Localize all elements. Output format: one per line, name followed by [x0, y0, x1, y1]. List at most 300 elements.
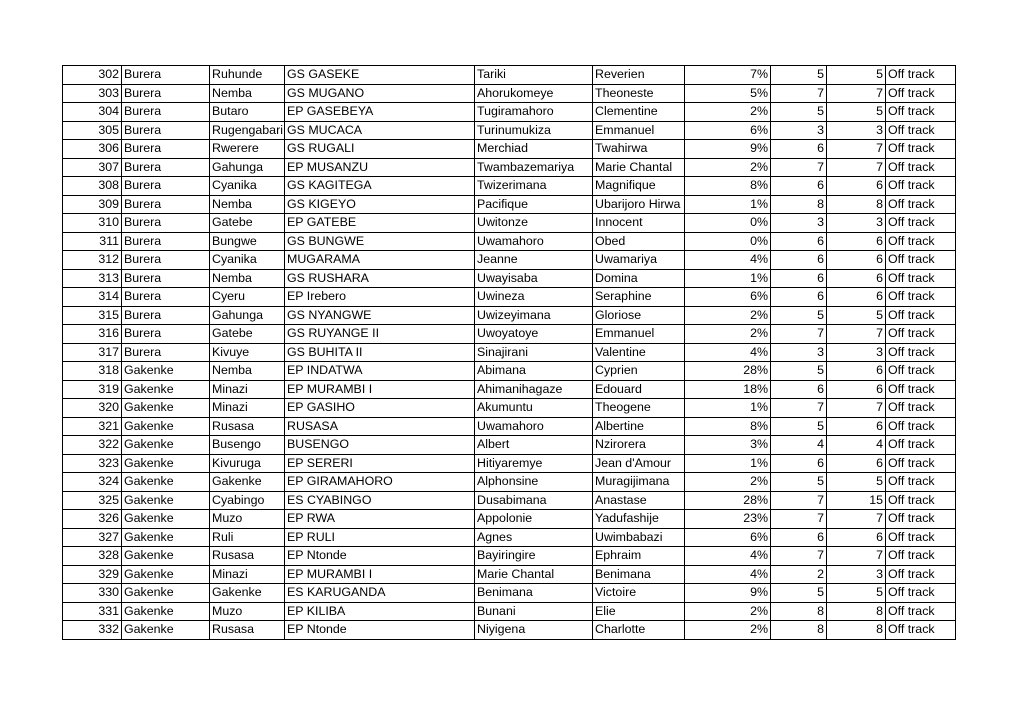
cell-sector: Cyabingo — [210, 491, 285, 510]
cell-school: EP MURAMBI I — [285, 380, 475, 399]
cell-sector: Gakenke — [210, 473, 285, 492]
cell-school: ES KARUGANDA — [285, 584, 475, 603]
cell-district: Burera — [122, 177, 210, 196]
table-row — [63, 473, 956, 492]
cell-sector: Muzo — [210, 510, 285, 529]
cell-school: EP MURAMBI I — [285, 565, 475, 584]
cell-score-b: 7 — [827, 547, 886, 566]
cell-score-b: 5 — [827, 473, 886, 492]
cell-score-a: 5 — [771, 103, 827, 122]
cell-first-name: Emmanuel — [593, 325, 685, 344]
cell-sector: Nemba — [210, 362, 285, 381]
cell-status: Off track — [886, 621, 956, 640]
cell-sector: Gahunga — [210, 158, 285, 177]
cell-first-name: Ubarijoro Hirwa — [593, 195, 685, 214]
cell-score-a: 7 — [771, 510, 827, 529]
cell-district: Gakenke — [122, 380, 210, 399]
cell-row-number: 303 — [63, 84, 122, 103]
table-row — [63, 251, 956, 270]
cell-score-a: 6 — [771, 232, 827, 251]
cell-school: GS KAGITEGA — [285, 177, 475, 196]
table-row — [63, 288, 956, 307]
cell-school: EP GASIHO — [285, 399, 475, 418]
cell-percentage: 4% — [685, 343, 771, 362]
cell-district: Gakenke — [122, 473, 210, 492]
cell-status: Off track — [886, 510, 956, 529]
cell-sector: Gatebe — [210, 214, 285, 233]
cell-last-name: Dusabimana — [475, 491, 593, 510]
cell-last-name: Uwamahoro — [475, 417, 593, 436]
cell-first-name: Albertine — [593, 417, 685, 436]
cell-last-name: Bunani — [475, 602, 593, 621]
table-row — [63, 84, 956, 103]
cell-last-name: Ahorukomeye — [475, 84, 593, 103]
cell-score-b: 8 — [827, 195, 886, 214]
cell-row-number: 325 — [63, 491, 122, 510]
cell-district: Burera — [122, 140, 210, 159]
cell-last-name: Benimana — [475, 584, 593, 603]
cell-row-number: 327 — [63, 528, 122, 547]
cell-last-name: Albert — [475, 436, 593, 455]
cell-status: Off track — [886, 547, 956, 566]
cell-last-name: Pacifique — [475, 195, 593, 214]
cell-score-b: 5 — [827, 584, 886, 603]
cell-row-number: 310 — [63, 214, 122, 233]
cell-district: Gakenke — [122, 454, 210, 473]
cell-first-name: Clementine — [593, 103, 685, 122]
cell-score-b: 6 — [827, 232, 886, 251]
cell-score-b: 7 — [827, 399, 886, 418]
cell-row-number: 326 — [63, 510, 122, 529]
cell-district: Gakenke — [122, 602, 210, 621]
cell-percentage: 0% — [685, 214, 771, 233]
cell-last-name: Hitiyaremye — [475, 454, 593, 473]
table-row — [63, 621, 956, 640]
cell-district: Gakenke — [122, 436, 210, 455]
cell-score-a: 8 — [771, 195, 827, 214]
table-row — [63, 565, 956, 584]
table-row — [63, 491, 956, 510]
cell-sector: Cyanika — [210, 177, 285, 196]
cell-percentage: 4% — [685, 565, 771, 584]
cell-school: EP INDATWA — [285, 362, 475, 381]
cell-row-number: 321 — [63, 417, 122, 436]
cell-first-name: Yadufashije — [593, 510, 685, 529]
cell-district: Gakenke — [122, 491, 210, 510]
cell-last-name: Abimana — [475, 362, 593, 381]
cell-status: Off track — [886, 177, 956, 196]
cell-last-name: Agnes — [475, 528, 593, 547]
table-row — [63, 269, 956, 288]
cell-first-name: Domina — [593, 269, 685, 288]
cell-school: GS KIGEYO — [285, 195, 475, 214]
cell-first-name: Cyprien — [593, 362, 685, 381]
cell-percentage: 8% — [685, 177, 771, 196]
cell-percentage: 6% — [685, 528, 771, 547]
cell-sector: Bungwe — [210, 232, 285, 251]
cell-score-a: 6 — [771, 380, 827, 399]
cell-percentage: 28% — [685, 362, 771, 381]
cell-sector: Kivuruga — [210, 454, 285, 473]
table-row — [63, 343, 956, 362]
cell-percentage: 7% — [685, 66, 771, 85]
table-row — [63, 232, 956, 251]
cell-school: GS GASEKE — [285, 66, 475, 85]
cell-school: BUSENGO — [285, 436, 475, 455]
cell-row-number: 306 — [63, 140, 122, 159]
cell-row-number: 313 — [63, 269, 122, 288]
cell-last-name: Merchiad — [475, 140, 593, 159]
cell-sector: Rusasa — [210, 547, 285, 566]
table-row — [63, 399, 956, 418]
cell-score-b: 6 — [827, 251, 886, 270]
cell-score-b: 3 — [827, 343, 886, 362]
cell-last-name: Uwamahoro — [475, 232, 593, 251]
cell-status: Off track — [886, 214, 956, 233]
table-row — [63, 103, 956, 122]
table-row — [63, 121, 956, 140]
cell-first-name: Marie Chantal — [593, 158, 685, 177]
cell-sector: Gakenke — [210, 584, 285, 603]
cell-score-a: 4 — [771, 436, 827, 455]
cell-score-b: 6 — [827, 454, 886, 473]
table-row — [63, 602, 956, 621]
table-row — [63, 66, 956, 85]
cell-sector: Muzo — [210, 602, 285, 621]
cell-first-name: Theoneste — [593, 84, 685, 103]
cell-row-number: 315 — [63, 306, 122, 325]
table-row — [63, 584, 956, 603]
cell-first-name: Gloriose — [593, 306, 685, 325]
cell-school: GS NYANGWE — [285, 306, 475, 325]
cell-last-name: Uwitonze — [475, 214, 593, 233]
cell-last-name: Alphonsine — [475, 473, 593, 492]
cell-first-name: Elie — [593, 602, 685, 621]
cell-first-name: Reverien — [593, 66, 685, 85]
cell-first-name: Obed — [593, 232, 685, 251]
cell-first-name: Seraphine — [593, 288, 685, 307]
cell-last-name: Turinumukiza — [475, 121, 593, 140]
cell-percentage: 6% — [685, 121, 771, 140]
cell-score-a: 6 — [771, 528, 827, 547]
table-row — [63, 417, 956, 436]
cell-sector: Ruli — [210, 528, 285, 547]
cell-sector: Minazi — [210, 380, 285, 399]
table-row — [63, 158, 956, 177]
cell-status: Off track — [886, 399, 956, 418]
cell-district: Burera — [122, 214, 210, 233]
cell-school: GS BUNGWE — [285, 232, 475, 251]
cell-sector: Nemba — [210, 84, 285, 103]
cell-last-name: Uwoyatoye — [475, 325, 593, 344]
cell-school: EP SERERI — [285, 454, 475, 473]
cell-status: Off track — [886, 362, 956, 381]
table-row — [63, 195, 956, 214]
cell-last-name: Tugiramahoro — [475, 103, 593, 122]
cell-percentage: 18% — [685, 380, 771, 399]
cell-score-b: 6 — [827, 528, 886, 547]
cell-status: Off track — [886, 269, 956, 288]
cell-row-number: 312 — [63, 251, 122, 270]
cell-sector: Rugengabari — [210, 121, 285, 140]
cell-score-a: 7 — [771, 158, 827, 177]
cell-percentage: 2% — [685, 473, 771, 492]
cell-score-b: 6 — [827, 177, 886, 196]
cell-district: Gakenke — [122, 584, 210, 603]
cell-first-name: Twahirwa — [593, 140, 685, 159]
cell-percentage: 28% — [685, 491, 771, 510]
cell-score-b: 7 — [827, 325, 886, 344]
cell-status: Off track — [886, 343, 956, 362]
cell-status: Off track — [886, 436, 956, 455]
cell-score-b: 8 — [827, 621, 886, 640]
cell-district: Burera — [122, 66, 210, 85]
cell-school: GS RUSHARA — [285, 269, 475, 288]
cell-score-a: 7 — [771, 325, 827, 344]
cell-first-name: Jean d'Amour — [593, 454, 685, 473]
table-row — [63, 436, 956, 455]
cell-school: EP RULI — [285, 528, 475, 547]
cell-district: Burera — [122, 288, 210, 307]
cell-row-number: 317 — [63, 343, 122, 362]
cell-percentage: 0% — [685, 232, 771, 251]
cell-last-name: Twambazemariya — [475, 158, 593, 177]
cell-percentage: 3% — [685, 436, 771, 455]
cell-last-name: Uwineza — [475, 288, 593, 307]
cell-score-b: 6 — [827, 288, 886, 307]
cell-school: EP Ntonde — [285, 621, 475, 640]
cell-percentage: 2% — [685, 103, 771, 122]
cell-first-name: Theogene — [593, 399, 685, 418]
data-table — [62, 65, 956, 640]
cell-percentage: 1% — [685, 269, 771, 288]
cell-school: GS MUGANO — [285, 84, 475, 103]
cell-status: Off track — [886, 528, 956, 547]
cell-status: Off track — [886, 121, 956, 140]
table-row — [63, 380, 956, 399]
cell-row-number: 318 — [63, 362, 122, 381]
cell-district: Gakenke — [122, 417, 210, 436]
cell-score-a: 5 — [771, 584, 827, 603]
cell-school: EP GASEBEYA — [285, 103, 475, 122]
cell-score-a: 5 — [771, 306, 827, 325]
cell-first-name: Uwamariya — [593, 251, 685, 270]
cell-score-a: 2 — [771, 565, 827, 584]
cell-school: EP GATEBE — [285, 214, 475, 233]
cell-sector: Cyanika — [210, 251, 285, 270]
table-row — [63, 510, 956, 529]
cell-last-name: Akumuntu — [475, 399, 593, 418]
cell-last-name: Appolonie — [475, 510, 593, 529]
cell-sector: Ruhunde — [210, 66, 285, 85]
cell-score-b: 7 — [827, 84, 886, 103]
cell-percentage: 4% — [685, 251, 771, 270]
cell-score-b: 3 — [827, 565, 886, 584]
cell-percentage: 2% — [685, 621, 771, 640]
cell-sector: Butaro — [210, 103, 285, 122]
cell-row-number: 305 — [63, 121, 122, 140]
cell-sector: Nemba — [210, 195, 285, 214]
cell-row-number: 330 — [63, 584, 122, 603]
cell-score-b: 7 — [827, 140, 886, 159]
table-row — [63, 140, 956, 159]
cell-sector: Cyeru — [210, 288, 285, 307]
cell-status: Off track — [886, 565, 956, 584]
cell-sector: Busengo — [210, 436, 285, 455]
cell-first-name: Uwimbabazi — [593, 528, 685, 547]
cell-score-a: 6 — [771, 140, 827, 159]
cell-score-b: 6 — [827, 417, 886, 436]
cell-row-number: 329 — [63, 565, 122, 584]
cell-sector: Minazi — [210, 565, 285, 584]
cell-first-name: Edouard — [593, 380, 685, 399]
cell-first-name: Charlotte — [593, 621, 685, 640]
cell-school: EP Irebero — [285, 288, 475, 307]
cell-percentage: 2% — [685, 325, 771, 344]
cell-score-a: 3 — [771, 121, 827, 140]
cell-row-number: 323 — [63, 454, 122, 473]
cell-score-a: 6 — [771, 251, 827, 270]
cell-first-name: Innocent — [593, 214, 685, 233]
cell-row-number: 314 — [63, 288, 122, 307]
cell-sector: Gatebe — [210, 325, 285, 344]
cell-row-number: 332 — [63, 621, 122, 640]
cell-status: Off track — [886, 251, 956, 270]
cell-status: Off track — [886, 380, 956, 399]
cell-score-a: 6 — [771, 269, 827, 288]
cell-school: GS RUYANGE II — [285, 325, 475, 344]
cell-status: Off track — [886, 66, 956, 85]
cell-score-b: 8 — [827, 602, 886, 621]
cell-score-b: 6 — [827, 380, 886, 399]
cell-district: Gakenke — [122, 399, 210, 418]
cell-district: Burera — [122, 251, 210, 270]
cell-score-a: 5 — [771, 66, 827, 85]
cell-score-a: 3 — [771, 343, 827, 362]
cell-score-a: 3 — [771, 214, 827, 233]
cell-row-number: 322 — [63, 436, 122, 455]
cell-percentage: 4% — [685, 547, 771, 566]
cell-status: Off track — [886, 140, 956, 159]
cell-status: Off track — [886, 473, 956, 492]
cell-last-name: Jeanne — [475, 251, 593, 270]
cell-last-name: Niyigena — [475, 621, 593, 640]
cell-last-name: Ahimanihagaze — [475, 380, 593, 399]
cell-district: Burera — [122, 269, 210, 288]
cell-score-b: 5 — [827, 66, 886, 85]
cell-percentage: 1% — [685, 399, 771, 418]
cell-first-name: Ephraim — [593, 547, 685, 566]
cell-district: Gakenke — [122, 510, 210, 529]
cell-percentage: 5% — [685, 84, 771, 103]
cell-score-a: 8 — [771, 621, 827, 640]
cell-score-b: 7 — [827, 510, 886, 529]
cell-score-a: 7 — [771, 84, 827, 103]
cell-district: Burera — [122, 343, 210, 362]
cell-score-b: 5 — [827, 306, 886, 325]
cell-district: Gakenke — [122, 528, 210, 547]
cell-row-number: 331 — [63, 602, 122, 621]
table-row — [63, 528, 956, 547]
cell-score-b: 4 — [827, 436, 886, 455]
cell-sector: Kivuye — [210, 343, 285, 362]
cell-first-name: Nzirorera — [593, 436, 685, 455]
cell-last-name: Uwizeyimana — [475, 306, 593, 325]
cell-school: GS MUCACA — [285, 121, 475, 140]
cell-district: Burera — [122, 325, 210, 344]
cell-score-b: 7 — [827, 158, 886, 177]
cell-status: Off track — [886, 417, 956, 436]
cell-sector: Rusasa — [210, 621, 285, 640]
cell-school: GS RUGALI — [285, 140, 475, 159]
cell-row-number: 311 — [63, 232, 122, 251]
cell-percentage: 9% — [685, 584, 771, 603]
cell-score-a: 7 — [771, 399, 827, 418]
table-row — [63, 214, 956, 233]
cell-percentage: 8% — [685, 417, 771, 436]
cell-district: Burera — [122, 103, 210, 122]
cell-sector: Minazi — [210, 399, 285, 418]
cell-district: Burera — [122, 195, 210, 214]
cell-percentage: 6% — [685, 288, 771, 307]
cell-percentage: 2% — [685, 158, 771, 177]
cell-status: Off track — [886, 195, 956, 214]
cell-first-name: Valentine — [593, 343, 685, 362]
cell-sector: Gahunga — [210, 306, 285, 325]
cell-district: Burera — [122, 158, 210, 177]
cell-status: Off track — [886, 84, 956, 103]
cell-row-number: 319 — [63, 380, 122, 399]
cell-sector: Rusasa — [210, 417, 285, 436]
cell-district: Gakenke — [122, 547, 210, 566]
cell-school: EP Ntonde — [285, 547, 475, 566]
cell-score-a: 6 — [771, 454, 827, 473]
cell-district: Burera — [122, 84, 210, 103]
cell-last-name: Tariki — [475, 66, 593, 85]
cell-status: Off track — [886, 306, 956, 325]
cell-score-a: 5 — [771, 473, 827, 492]
cell-score-a: 6 — [771, 288, 827, 307]
cell-score-b: 6 — [827, 362, 886, 381]
cell-status: Off track — [886, 103, 956, 122]
cell-school: EP GIRAMAHORO — [285, 473, 475, 492]
cell-score-b: 15 — [827, 491, 886, 510]
cell-row-number: 320 — [63, 399, 122, 418]
cell-score-a: 7 — [771, 547, 827, 566]
cell-school: GS BUHITA II — [285, 343, 475, 362]
cell-row-number: 328 — [63, 547, 122, 566]
cell-district: Burera — [122, 306, 210, 325]
cell-status: Off track — [886, 325, 956, 344]
cell-last-name: Marie Chantal — [475, 565, 593, 584]
cell-row-number: 302 — [63, 66, 122, 85]
table-row — [63, 547, 956, 566]
cell-school: EP RWA — [285, 510, 475, 529]
table-row — [63, 362, 956, 381]
cell-percentage: 1% — [685, 454, 771, 473]
cell-sector: Nemba — [210, 269, 285, 288]
cell-percentage: 9% — [685, 140, 771, 159]
cell-status: Off track — [886, 232, 956, 251]
cell-first-name: Anastase — [593, 491, 685, 510]
cell-sector: Rwerere — [210, 140, 285, 159]
cell-row-number: 309 — [63, 195, 122, 214]
cell-status: Off track — [886, 454, 956, 473]
cell-score-a: 5 — [771, 417, 827, 436]
cell-first-name: Victoire — [593, 584, 685, 603]
cell-row-number: 307 — [63, 158, 122, 177]
cell-school: EP MUSANZU — [285, 158, 475, 177]
